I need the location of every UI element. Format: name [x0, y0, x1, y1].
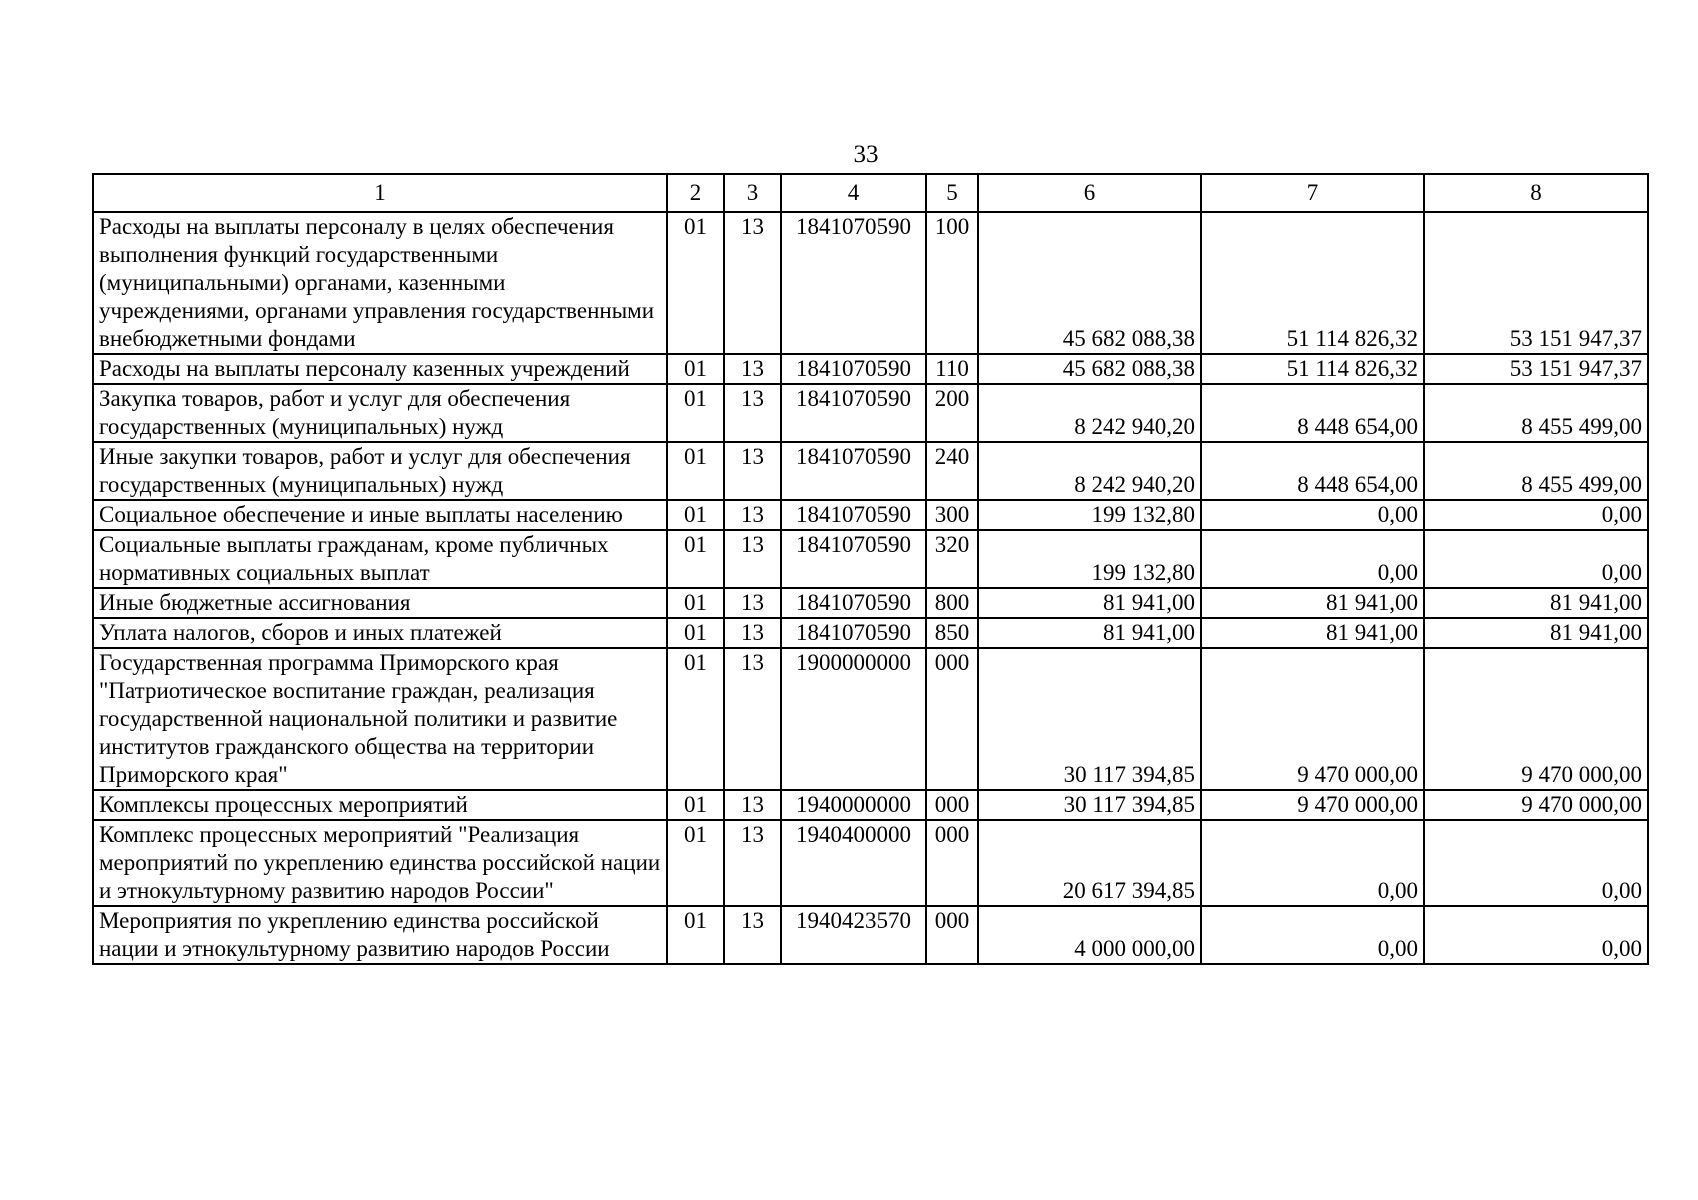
amount-col-8: 0,00 [1424, 500, 1648, 530]
subsection-code: 13 [724, 354, 781, 384]
section-code: 01 [667, 384, 724, 442]
table-row [93, 442, 1648, 500]
expense-type-code: 000 [926, 906, 978, 964]
item-name: Государственная программа Приморского края "Патриотическое воспитание граждан, реализация государственной национальной политики и развитие институтов гражданского общества на территории Приморского края" [93, 648, 667, 790]
amount-col-6: 199 132,80 [978, 500, 1201, 530]
amount-col-7: 8 448 654,00 [1201, 384, 1424, 442]
table-row [93, 648, 1648, 790]
subsection-code: 13 [724, 500, 781, 530]
amount-col-6: 8 242 940,20 [978, 384, 1201, 442]
header-cell: 7 [1201, 174, 1424, 212]
item-name: Социальные выплаты гражданам, кроме публичных нормативных социальных выплат [93, 530, 667, 588]
table-row [93, 820, 1648, 906]
amount-col-8: 8 455 499,00 [1424, 442, 1648, 500]
amount-col-8: 53 151 947,37 [1424, 212, 1648, 354]
table-row [93, 500, 1648, 530]
subsection-code: 13 [724, 648, 781, 790]
section-code: 01 [667, 212, 724, 354]
expense-type-code: 000 [926, 790, 978, 820]
subsection-code: 13 [724, 790, 781, 820]
target-article-code: 1940400000 [781, 820, 926, 906]
header-cell: 8 [1424, 174, 1648, 212]
section-code: 01 [667, 618, 724, 648]
amount-col-8: 0,00 [1424, 530, 1648, 588]
item-name: Комплексы процессных мероприятий [93, 790, 667, 820]
section-code: 01 [667, 442, 724, 500]
subsection-code: 13 [724, 618, 781, 648]
item-name: Социальное обеспечение и иные выплаты населению [93, 500, 667, 530]
expense-type-code: 800 [926, 588, 978, 618]
amount-col-8: 0,00 [1424, 820, 1648, 906]
amount-col-6: 81 941,00 [978, 618, 1201, 648]
expense-type-code: 110 [926, 354, 978, 384]
amount-col-8: 0,00 [1424, 906, 1648, 964]
expense-type-code: 320 [926, 530, 978, 588]
amount-col-6: 81 941,00 [978, 588, 1201, 618]
amount-col-7: 9 470 000,00 [1201, 648, 1424, 790]
subsection-code: 13 [724, 530, 781, 588]
amount-col-6: 30 117 394,85 [978, 648, 1201, 790]
table-row [93, 384, 1648, 442]
amount-col-7: 81 941,00 [1201, 618, 1424, 648]
amount-col-8: 9 470 000,00 [1424, 648, 1648, 790]
amount-col-7: 0,00 [1201, 906, 1424, 964]
expense-type-code: 200 [926, 384, 978, 442]
target-article-code: 1841070590 [781, 212, 926, 354]
target-article-code: 1841070590 [781, 384, 926, 442]
subsection-code: 13 [724, 384, 781, 442]
item-name: Комплекс процессных мероприятий "Реализация мероприятий по укреплению единства российской нации и этнокультурному развитию народов России" [93, 820, 667, 906]
table-row [93, 354, 1648, 384]
table-body [93, 212, 1648, 964]
header-cell: 1 [93, 174, 667, 212]
header-cell: 4 [781, 174, 926, 212]
target-article-code: 1841070590 [781, 442, 926, 500]
target-article-code: 1841070590 [781, 500, 926, 530]
target-article-code: 1841070590 [781, 354, 926, 384]
table-row [93, 212, 1648, 354]
item-name: Уплата налогов, сборов и иных платежей [93, 618, 667, 648]
amount-col-7: 81 941,00 [1201, 588, 1424, 618]
page-number: 33 [853, 141, 879, 168]
section-code: 01 [667, 648, 724, 790]
section-code: 01 [667, 354, 724, 384]
table-row [93, 790, 1648, 820]
amount-col-6: 30 117 394,85 [978, 790, 1201, 820]
table-row [93, 906, 1648, 964]
subsection-code: 13 [724, 588, 781, 618]
amount-col-8: 81 941,00 [1424, 588, 1648, 618]
expense-type-code: 000 [926, 820, 978, 906]
header-cell: 5 [926, 174, 978, 212]
item-name: Расходы на выплаты персоналу в целях обеспечения выполнения функций государственными (муниципальными) органами, казенными учреждениями, органами управления государственными внебюджетными фондами [93, 212, 667, 354]
amount-col-7: 8 448 654,00 [1201, 442, 1424, 500]
expense-type-code: 300 [926, 500, 978, 530]
item-name: Мероприятия по укреплению единства российской нации и этнокультурному развитию народов России [93, 906, 667, 964]
amount-col-7: 51 114 826,32 [1201, 354, 1424, 384]
section-code: 01 [667, 790, 724, 820]
budget-table [92, 173, 1649, 965]
amount-col-7: 9 470 000,00 [1201, 790, 1424, 820]
section-code: 01 [667, 500, 724, 530]
amount-col-8: 9 470 000,00 [1424, 790, 1648, 820]
subsection-code: 13 [724, 906, 781, 964]
amount-col-6: 20 617 394,85 [978, 820, 1201, 906]
amount-col-8: 8 455 499,00 [1424, 384, 1648, 442]
item-name: Расходы на выплаты персоналу казенных учреждений [93, 354, 667, 384]
item-name: Иные бюджетные ассигнования [93, 588, 667, 618]
amount-col-6: 4 000 000,00 [978, 906, 1201, 964]
header-row [93, 174, 1648, 212]
target-article-code: 1841070590 [781, 530, 926, 588]
target-article-code: 1940423570 [781, 906, 926, 964]
amount-col-6: 199 132,80 [978, 530, 1201, 588]
section-code: 01 [667, 588, 724, 618]
table-row [93, 530, 1648, 588]
amount-col-6: 45 682 088,38 [978, 212, 1201, 354]
subsection-code: 13 [724, 442, 781, 500]
expense-type-code: 240 [926, 442, 978, 500]
amount-col-8: 81 941,00 [1424, 618, 1648, 648]
section-code: 01 [667, 820, 724, 906]
header-cell: 3 [724, 174, 781, 212]
section-code: 01 [667, 530, 724, 588]
target-article-code: 1900000000 [781, 648, 926, 790]
table-row [93, 618, 1648, 648]
expense-type-code: 100 [926, 212, 978, 354]
amount-col-8: 53 151 947,37 [1424, 354, 1648, 384]
amount-col-7: 0,00 [1201, 820, 1424, 906]
target-article-code: 1841070590 [781, 618, 926, 648]
item-name: Иные закупки товаров, работ и услуг для обеспечения государственных (муниципальных) нужд [93, 442, 667, 500]
amount-col-6: 45 682 088,38 [978, 354, 1201, 384]
subsection-code: 13 [724, 820, 781, 906]
expense-type-code: 850 [926, 618, 978, 648]
expense-type-code: 000 [926, 648, 978, 790]
target-article-code: 1841070590 [781, 588, 926, 618]
header-cell: 2 [667, 174, 724, 212]
amount-col-7: 51 114 826,32 [1201, 212, 1424, 354]
target-article-code: 1940000000 [781, 790, 926, 820]
amount-col-6: 8 242 940,20 [978, 442, 1201, 500]
header-cell: 6 [978, 174, 1201, 212]
subsection-code: 13 [724, 212, 781, 354]
table-row [93, 588, 1648, 618]
item-name: Закупка товаров, работ и услуг для обеспечения государственных (муниципальных) нужд [93, 384, 667, 442]
section-code: 01 [667, 906, 724, 964]
amount-col-7: 0,00 [1201, 500, 1424, 530]
amount-col-7: 0,00 [1201, 530, 1424, 588]
